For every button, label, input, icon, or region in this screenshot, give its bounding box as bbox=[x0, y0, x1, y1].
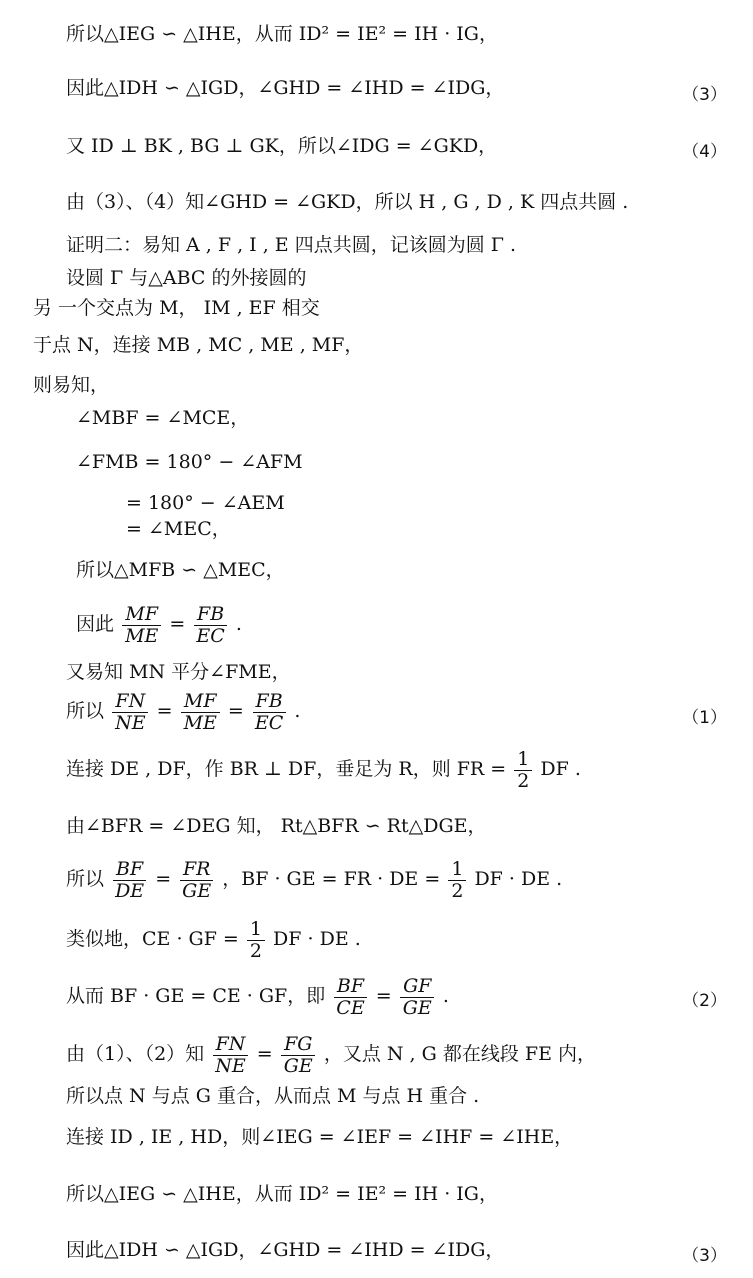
line-25: 连接 ID , IE , HD，则∠IEG = ∠IEF = ∠IHF = ∠IHE， bbox=[66, 1126, 574, 1148]
line-9: 则易知， bbox=[33, 374, 110, 396]
equation-number-1: （1） bbox=[682, 708, 727, 728]
line-10: ∠MBF = ∠MCE， bbox=[76, 407, 250, 429]
line-4: 由（3）、（4）知∠GHD = ∠GKD，所以 H , G , D , K 四点共圆 . bbox=[66, 191, 629, 213]
line-14: 所以△MFB ∽ △MEC， bbox=[76, 559, 285, 581]
fraction-mf-me: $\frac{MF}{ME}$ bbox=[122, 604, 161, 647]
fraction-fr-ge: $\frac{FR}{GE}$ bbox=[179, 859, 214, 902]
equation-number-4: （4） bbox=[682, 142, 727, 162]
line-1: 所以△IEG ∽ △IHE，从而 ID² = IE² = IH · IG， bbox=[66, 23, 498, 45]
line-2: 因此△IDH ∽ △IGD，∠GHD = ∠IHD = ∠IDG， bbox=[66, 77, 505, 99]
fraction-bf-de: $\frac{BF}{DE}$ bbox=[112, 859, 147, 902]
fraction-fn-ne-2: $\frac{FN}{NE}$ bbox=[212, 1034, 249, 1077]
line-12: = 180° − ∠AEM bbox=[126, 492, 285, 514]
line-19: 由∠BFR = ∠DEG 知， Rt△BFR ∽ Rt△DGE， bbox=[66, 815, 487, 837]
fraction-bf-ce: $\frac{BF}{CE}$ bbox=[333, 976, 367, 1019]
line-5: 证明二：易知 A , F , I , E 四点共圆，记该圆为圆 Γ . bbox=[66, 234, 517, 256]
line-23: 由（1）、（2）知 $\frac{FN}{NE}$ = $\frac{FG}{GE}$ ，又点 N , G 都在线段 FE 内， bbox=[66, 1032, 596, 1077]
line-24: 所以点 N 与点 G 重合，从而点 M 与点 H 重合 . bbox=[66, 1085, 480, 1107]
fraction-fb-ec-2: $\frac{FB}{EC}$ bbox=[252, 691, 286, 734]
equation-number-3-repeat: （3） bbox=[682, 1246, 727, 1266]
line-16: 又易知 MN 平分∠FME， bbox=[66, 661, 291, 683]
equation-number-3: （3） bbox=[682, 85, 727, 105]
line-11: ∠FMB = 180° − ∠AFM bbox=[76, 451, 303, 473]
equation-number-2: （2） bbox=[682, 991, 727, 1011]
line-27: 因此△IDH ∽ △IGD，∠GHD = ∠IHD = ∠IDG， bbox=[66, 1239, 505, 1261]
line-3: 又 ID ⊥ BK , BG ⊥ GK，所以∠IDG = ∠GKD， bbox=[66, 135, 498, 157]
line-26: 所以△IEG ∽ △IHE，从而 ID² = IE² = IH · IG， bbox=[66, 1183, 498, 1205]
fraction-fn-ne: $\frac{FN}{NE}$ bbox=[112, 691, 149, 734]
line-18: 连接 DE , DF，作 BR ⊥ DF，垂足为 R，则 FR = $\frac{1}{2}$ DF . bbox=[66, 747, 581, 792]
line-20: 所以 $\frac{BF}{DE}$ = $\frac{FR}{GE}$ ，BF · GE = FR · DE = $\frac{1}{2}$ DF · DE . bbox=[66, 857, 563, 902]
fraction-fb-ec: $\frac{FB}{EC}$ bbox=[193, 604, 227, 647]
line-21: 类似地，CE · GF = $\frac{1}{2}$ DF · DE . bbox=[66, 917, 361, 962]
fraction-one-half-2: $\frac{1}{2}$ bbox=[448, 859, 466, 902]
fraction-one-half: $\frac{1}{2}$ bbox=[514, 749, 532, 792]
line-8: 于点 N，连接 MB , MC , ME , MF， bbox=[33, 334, 364, 356]
line-7: 另 一个交点为 M， IM , EF 相交 bbox=[33, 297, 320, 319]
fraction-fg-ge: $\frac{FG}{GE}$ bbox=[281, 1034, 316, 1077]
fraction-gf-ge: $\frac{GF}{GE}$ bbox=[400, 976, 435, 1019]
line-13: = ∠MEC， bbox=[126, 518, 231, 540]
line-15: 因此 $\frac{MF}{ME}$ = $\frac{FB}{EC}$ . bbox=[76, 602, 242, 647]
line-6: 设圆 Γ 与△ABC 的外接圆的 bbox=[66, 267, 307, 289]
fraction-one-half-3: $\frac{1}{2}$ bbox=[247, 919, 265, 962]
line-17: 所以 $\frac{FN}{NE}$ = $\frac{MF}{ME}$ = $\frac{FB}{EC}$ . bbox=[66, 689, 301, 734]
line-22: 从而 BF · GE = CE · GF，即 $\frac{BF}{CE}$ = $\frac{GF}{GE}$ . bbox=[66, 974, 449, 1019]
fraction-mf-me-2: $\frac{MF}{ME}$ bbox=[181, 691, 220, 734]
